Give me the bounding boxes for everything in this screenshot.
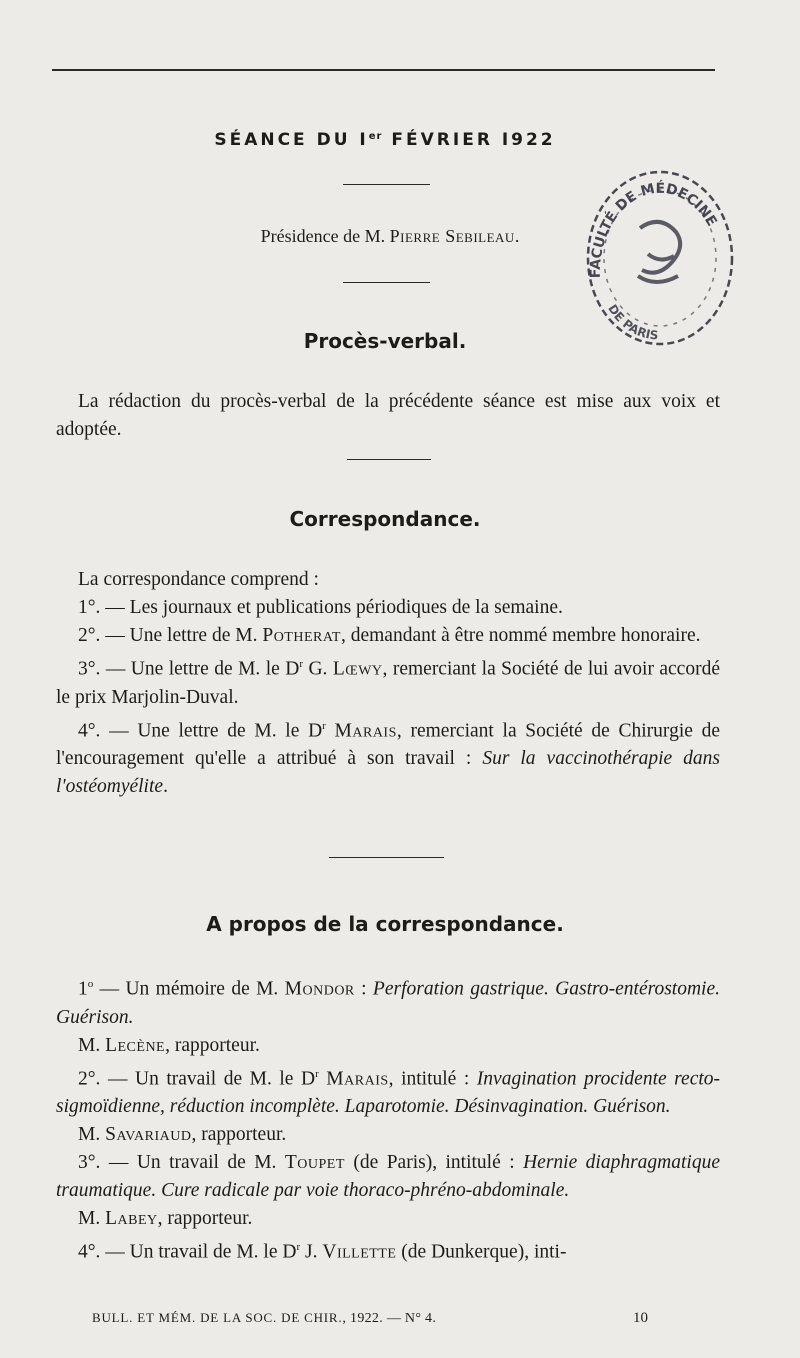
divider-rule xyxy=(329,857,444,858)
session-title xyxy=(0,130,770,150)
correspondance-intro: La correspondance comprend : xyxy=(78,569,319,590)
divider-rule xyxy=(343,184,430,185)
a-propos-paragraph xyxy=(56,970,720,1267)
footer-journal: BULL. ET MÉM. DE LA SOC. DE CHIR. xyxy=(92,1310,343,1325)
a-propos-item-2: 2°. — Un travail de M. le $D^r$ Marais, intitulé : Invagination procidente recto-sigmoïdienne, réduction incomplète. Laparotomie. Désinvagination. Guérison. xyxy=(56,1067,721,1117)
a-propos-rapporteur-2: M. Savariaud, rapporteur. xyxy=(78,1124,287,1145)
a-propos-item-1: 1$^o$ — Un mémoire de M. Mondor : Perforation gastrique. Gastro-entérostomie. Guérison. xyxy=(56,978,721,1028)
divider-rule xyxy=(347,459,431,460)
footer-number: N° 4. xyxy=(404,1311,437,1326)
session-title-main: SÉANCE DU I xyxy=(214,130,369,150)
library-stamp-icon xyxy=(578,158,738,348)
session-title-sup: er xyxy=(368,131,383,142)
session-title-rest: FÉVRIER I922 xyxy=(382,130,556,150)
correspondance-item-3: 3°. — Une lettre de M. le $D^r$ G. Lœwy, remerciant la Société de lui avoir accordé le prix Marjolin-Duval. xyxy=(56,658,720,708)
section-heading-proces-verbal: Procès-verbal. xyxy=(303,329,467,353)
presidence-line: Présidence de M. Pierre Sebileau. xyxy=(260,226,520,246)
proces-verbal-paragraph: La rédaction du procès-verbal de la précédente séance est mise aux voix et adoptée. xyxy=(56,391,720,440)
a-propos-rapporteur-3: M. Labey, rapporteur. xyxy=(78,1208,253,1229)
svg-text:DE PARIS: DE PARIS xyxy=(605,301,659,343)
svg-text:FACULTÉ DE MÉDECINE: FACULTÉ DE MÉDECINE xyxy=(587,180,720,279)
top-rule xyxy=(52,69,715,71)
section-heading-a-propos: A propos de la correspondance. xyxy=(206,912,564,936)
divider-rule xyxy=(343,282,430,283)
president-name: Pierre Sebileau xyxy=(389,226,515,246)
footer-year: , 1922. — xyxy=(342,1311,405,1326)
correspondance-paragraph xyxy=(56,566,720,801)
a-propos-item-4: 4°. — Un travail de M. le $D^r$ J. Villette (de Dunkerque), inti- xyxy=(78,1241,567,1263)
section-heading-correspondance: Correspondance. xyxy=(289,507,481,531)
a-propos-item-3: 3°. — Un travail de M. Toupet (de Paris), intitulé : Hernie diaphragmatique traumatique. Cure radicale par voie thoraco-phréno-abdominale. xyxy=(56,1152,721,1201)
correspondance-item-1: 1°. — Les journaux et publications périodiques de la semaine. xyxy=(78,597,563,618)
page-number: 10 xyxy=(633,1310,648,1326)
correspondance-item-4: 4°. — Une lettre de M. le $D^r$ Marais, remerciant la Société de Chirurgie de l'encouragement qu'elle a attribué à son travail : Sur la vaccinothérapie dans l'ostéomyélite. xyxy=(56,719,720,797)
a-propos-rapporteur-1: M. Lecène, rapporteur. xyxy=(78,1034,260,1056)
correspondance-item-2: 2°. — Une lettre de M. Potherat, demandant à être nommé membre honoraire. xyxy=(78,625,701,646)
page-footer xyxy=(92,1310,652,1327)
